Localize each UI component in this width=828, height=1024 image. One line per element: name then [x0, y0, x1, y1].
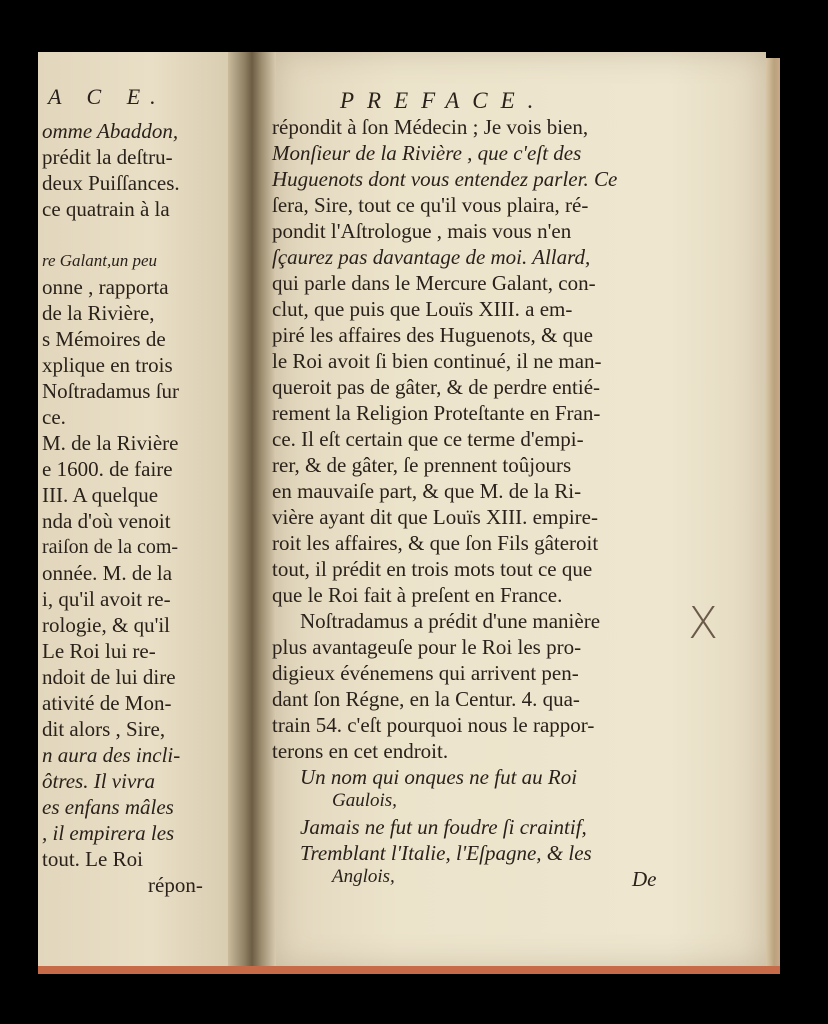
right-line: rement la Religion Proteſtante en Fran- — [272, 401, 601, 425]
verse-line: Anglois, — [332, 866, 395, 887]
right-line: Monſieur de la Rivière , que c'eſt des — [272, 141, 582, 165]
right-line: vière ayant dit que Louïs XIII. empire- — [272, 505, 598, 529]
right-line: que le Roi fait à preſent en France. — [272, 583, 563, 607]
right-line: en mauvaiſe part, & que M. de la Ri- — [272, 479, 582, 503]
right-running-head: PREFACE. — [340, 88, 547, 113]
right-line: piré les affaires des Huguenots, & que — [272, 323, 593, 347]
right-line: plus avantageuſe pour le Roi les pro- — [272, 635, 582, 659]
left-line: rologie, & qu'il — [42, 613, 171, 637]
left-line: III. A quelque — [42, 483, 159, 507]
book-gutter — [228, 52, 276, 974]
left-line: ce quatrain à la — [42, 197, 170, 221]
margin-x-mark: X — [688, 598, 719, 649]
left-line: e 1600. de faire — [42, 457, 173, 481]
left-line: M. de la Rivière — [42, 431, 179, 455]
verse-line: Gaulois, — [332, 790, 397, 811]
left-line: Noſtradamus ſur — [42, 379, 180, 403]
right-line: ſera, Sire, tout ce qu'il vous plaira, ré- — [272, 193, 589, 217]
right-line: train 54. c'eſt pourquoi nous le rappor- — [272, 713, 595, 737]
page-edge — [766, 58, 780, 970]
left-line: onne , rapporta — [42, 275, 169, 299]
left-line: ôtres. Il vivra — [42, 769, 155, 793]
verse-line: Un nom qui onques ne fut au Roi — [300, 765, 578, 789]
left-line: onnée. M. de la — [42, 561, 173, 585]
right-line: qui parle dans le Mercure Galant, con- — [272, 271, 596, 295]
left-line: ativité de Mon- — [42, 691, 172, 715]
left-line: i, qu'il avoit re- — [42, 587, 171, 611]
left-line: es enfans mâles — [42, 795, 174, 819]
left-line: omme Abaddon, — [42, 119, 179, 143]
right-line: pondit l'Aſtrologue , mais vous n'en — [272, 219, 572, 243]
left-page — [38, 52, 228, 974]
left-catchword: répon- — [148, 873, 203, 897]
left-line: ndoit de lui dire — [42, 665, 176, 689]
right-line: tout, il prédit en trois mots tout ce que — [272, 557, 593, 581]
right-line: dant ſon Régne, en la Centur. 4. qua- — [272, 687, 580, 711]
left-line: dit alors , Sire, — [42, 717, 166, 741]
left-running-head: A C E. — [48, 84, 166, 109]
right-line: le Roi avoit ſi bien continué, il ne man- — [272, 349, 602, 373]
right-catchword: De — [632, 867, 657, 891]
left-line: deux Puiſſances. — [42, 171, 180, 195]
book-cover-edge — [38, 966, 780, 974]
left-line: raiſon de la com- — [42, 536, 179, 558]
left-line: s Mémoires de — [42, 327, 166, 351]
right-line: queroit pas de gâter, & de perdre entié- — [272, 375, 601, 399]
left-line: n aura des incli- — [42, 743, 181, 767]
right-line: rer, & de gâter, ſe prennent toûjours — [272, 453, 572, 477]
left-line: prédit la deſtru- — [42, 145, 173, 169]
left-line: de la Rivière, — [42, 301, 155, 325]
left-line: ce. — [42, 405, 66, 429]
left-line: re Galant,un peu — [42, 251, 158, 270]
left-line: Le Roi lui re- — [42, 639, 156, 663]
left-line: tout. Le Roi — [42, 847, 143, 871]
verse-line: Jamais ne fut un foudre ſi craintif, — [300, 815, 587, 839]
right-line: ce. Il eſt certain que ce terme d'empi- — [272, 427, 584, 451]
right-line: terons en cet endroit. — [272, 739, 449, 763]
left-line: nda d'où venoit — [42, 509, 171, 533]
right-line: roit les affaires, & que ſon Fils gâteroit — [272, 531, 599, 555]
left-line: , il empirera les — [42, 821, 175, 845]
verse-line: Tremblant l'Italie, l'Eſpagne, & les — [300, 841, 592, 865]
right-line: ſçaurez pas davantage de moi. Allard, — [272, 245, 591, 269]
right-line: Noſtradamus a prédit d'une manière — [300, 609, 601, 633]
right-line: répondit à ſon Médecin ; Je vois bien, — [272, 115, 589, 139]
right-line: clut, que puis que Louïs XIII. a em- — [272, 297, 573, 321]
right-line: Huguenots dont vous entendez parler. Ce — [272, 167, 618, 191]
right-line: digieux événemens qui arrivent pen- — [272, 661, 579, 685]
left-line: xplique en trois — [42, 353, 173, 377]
